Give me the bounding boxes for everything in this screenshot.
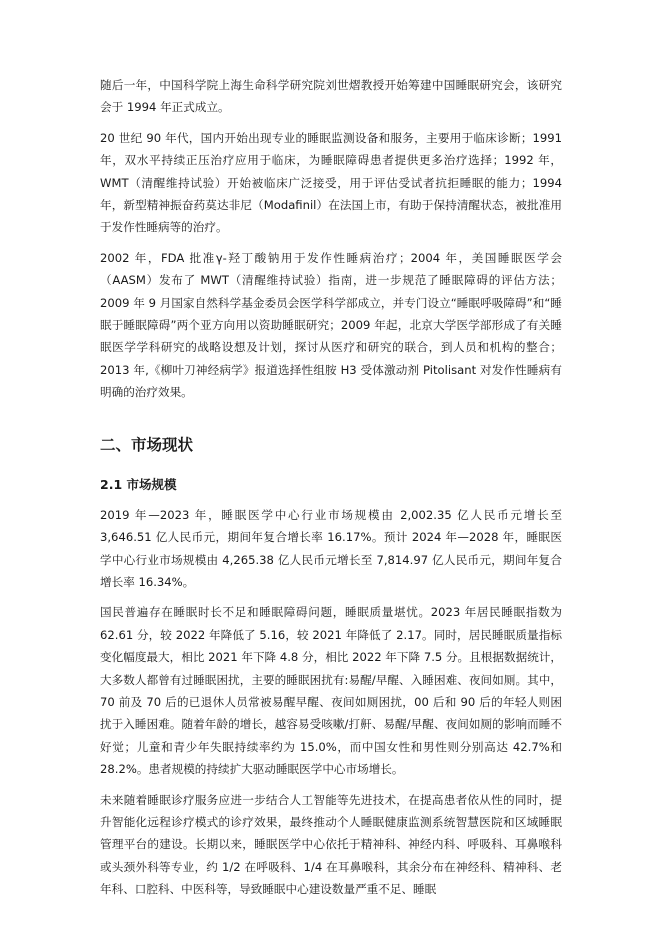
paragraph-2000s-history: 2002 年，FDA 批准γ-羟丁酸钠用于发作性睡病治疗；2004 年，美国睡眠医学会（AASM）发布了 MWT（清醒维持试验）指南，进一步规范了睡眠障碍的评估方法；2009 年 9 月国家自然科学基金委员会医学科学部成立，并专门设立“睡眠呼吸障碍”和“睡眠于睡眠障碍”两个亚方向用以资助睡眠研究；2009 年起，北京大学医学部形成了有关睡眠医学学科研究的战略设想及计划，探讨从医疗和研究的联合，到人员和机构的整合；2013 年,《柳叶刀神经病学》报道选择性组胺 H3 受体激动剂 Pitolisant 对发作性睡病有明确的治疗效果。: [100, 250, 562, 400]
subsection-title: 2.1 市场规模: [100, 476, 177, 492]
paragraph-future-outlook: 未来随着睡眠诊疗服务应进一步结合人工智能等先进技术，在提高患者依从性的同时，提升智能化远程诊疗模式的诊疗效果，最终推动个人睡眠健康监测系统智慧医院和区域睡眠管理平台的建设。长期以来，睡眠医学中心依托于精神科、神经内科、呼吸科、耳鼻喉科或头颈外科等专业，约 1/2 在呼吸科、1/4 在耳鼻喉科，其余分布在神经科、精神科、老年科、口腔科、中医科等，导致睡眠中心建设数量严重不足、睡眠: [100, 792, 562, 897]
paragraph-market-size: 2019 年—2023 年，睡眠医学中心行业市场规模由 2,002.35 亿人民币元增长至 3,646.51 亿人民币元，期间年复合增长率 16.17%。预计 2024 年—2028 年，睡眠医学中心行业市场规模由 4,265.38 亿人民币元增长至 7,814.97 亿人民币元，期间年复合增长率 16.34%。: [100, 507, 562, 589]
paragraph-research-society: 随后一年，中国科学院上海生命科学研究院刘世熠教授开始筹建中国睡眠研究会，该研究会于 1994 年正式成立。: [100, 78, 562, 115]
document-page: [100, 74, 562, 909]
section-title: 二、市场现状: [100, 435, 194, 454]
paragraph-1990s-history: 20 世纪 90 年代，国内开始出现专业的睡眠监测设备和服务，主要用于临床诊断；1991 年，双水平持续正压治疗应用于临床，为睡眠障碍患者提供更多治疗选择；1992 年，WMT（清醒维持试验）开始被临床广泛接受，用于评估受试者抗拒睡眠的能力；1994 年，新型精神振奋药莫达非尼（Modafinil）在法国上市，有助于保持清醒状态，被批准用于发作性睡病等的治疗。: [100, 130, 562, 235]
paragraph-sleep-quality: 国民普遍存在睡眠时长不足和睡眠障碍问题，睡眠质量堪忧。2023 年居民睡眠指数为 62.61 分，较 2022 年降低了 5.16，较 2021 年降低了 2.17。同时，居民睡眠质量指标变化幅度最大，相比 2021 年下降 4.8 分，相比 2022 年下降 7.5 分。且根据数据统计，大多数人都曾有过睡眠困扰，主要的睡眠困扰有:易醒/早醒、入睡困难、夜间如厕。其中，70 前及 70 后的已退休人员常被易醒早醒、夜间如厕困扰，00 后和 90 后的年轻人则困扰于入睡困难。随着年龄的增长，越容易受咳嗽/打鼾、易醒/早醒、夜间如厕的影响而睡不好觉；儿童和青少年失眠持续率约为 15.0%，而中国女性和男性则分别高达 42.7%和 28.2%。患者规模的持续扩大驱动睡眠医学中心市场增长。: [100, 605, 562, 777]
